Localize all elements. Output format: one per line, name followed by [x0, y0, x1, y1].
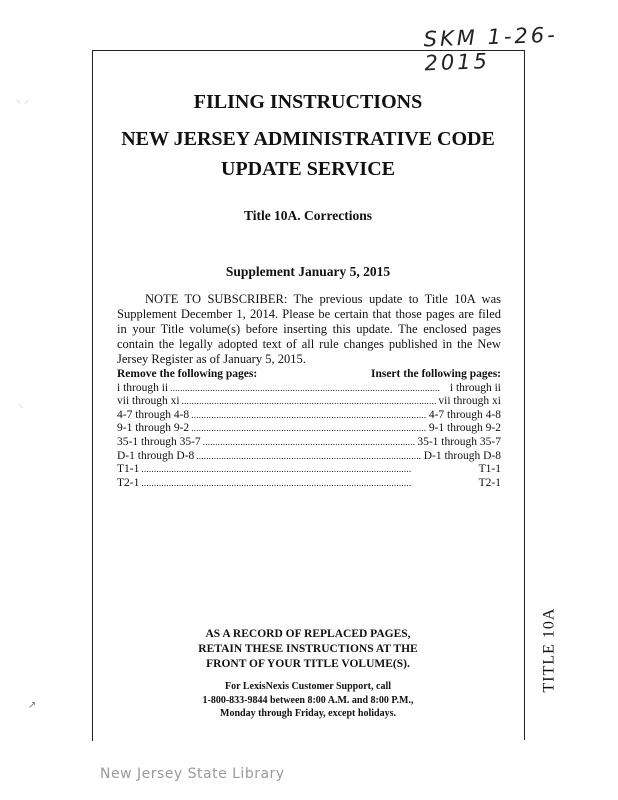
- remove-pages: vii through xi: [117, 395, 180, 408]
- record-line2: RETAIN THESE INSTRUCTIONS AT THE: [198, 643, 418, 655]
- insert-pages: 35-1 through 35-7: [417, 435, 501, 448]
- record-instructions: [92, 627, 524, 672]
- customer-support-info: [92, 680, 524, 721]
- remove-pages: T2-1: [117, 476, 140, 489]
- insert-pages: D-1 through D-8: [423, 449, 501, 462]
- remove-pages: T1-1: [117, 463, 140, 476]
- insert-pages: 9-1 through 9-2: [428, 422, 501, 435]
- supplement-date: Supplement January 5, 2015: [225, 264, 391, 279]
- pages-table-header: [117, 368, 501, 382]
- table-row: [117, 463, 501, 477]
- subscriber-note: [117, 292, 501, 367]
- dot-leader: [141, 477, 476, 491]
- title-tab-label: TITLE 10A: [540, 607, 558, 693]
- remove-header: Remove the following pages:: [117, 368, 258, 380]
- dot-leader: [196, 450, 421, 464]
- table-row: [117, 450, 501, 464]
- subscriber-note-text: NOTE TO SUBSCRIBER: The previous update to Title 10A was Supplement December 1, 2014. Please be certain that those pages are filed in your Title volume(s) before inserting this update. The enclosed pages contain the legally adopted text of all rule changes published in the New Jersey Register as of January 5, 2015.: [117, 292, 501, 366]
- remove-pages: D-1 through D-8: [117, 449, 195, 462]
- code-heading-line1: NEW JERSEY ADMINISTRATIVE CODE: [121, 128, 495, 150]
- insert-pages: i through ii: [449, 381, 501, 394]
- title-tab: [527, 602, 571, 698]
- table-row: [117, 477, 501, 491]
- library-stamp: New Jersey State Library: [100, 766, 285, 782]
- table-row: [117, 409, 501, 423]
- dot-leader: [203, 436, 416, 450]
- remove-pages: 4-7 through 4-8: [117, 408, 190, 421]
- record-line1: AS A RECORD OF REPLACED PAGES,: [205, 628, 411, 640]
- table-row: [117, 395, 501, 409]
- pages-table: [117, 368, 501, 490]
- table-row: [117, 382, 501, 396]
- title-name: Title 10A. Corrections: [243, 208, 373, 223]
- support-line1: For LexisNexis Customer Support, call: [224, 681, 391, 692]
- dot-leader: [191, 409, 427, 423]
- dot-leader: [191, 422, 427, 436]
- dot-leader: [141, 463, 476, 477]
- scan-mark: ⸜: [18, 399, 23, 410]
- remove-pages: 35-1 through 35-7: [117, 435, 201, 448]
- code-heading-line2: UPDATE SERVICE: [221, 158, 395, 180]
- insert-pages: vii through xi: [438, 395, 501, 408]
- table-row: [117, 422, 501, 436]
- table-row: [117, 436, 501, 450]
- scan-mark: ↗: [28, 700, 37, 711]
- scan-mark: ⸌ ⸍: [16, 99, 30, 110]
- remove-pages: i through ii: [117, 381, 169, 394]
- tab-divider-line: [524, 50, 525, 740]
- insert-pages: 4-7 through 4-8: [428, 408, 501, 421]
- dot-leader: [170, 382, 448, 396]
- filing-instructions-heading: FILING INSTRUCTIONS: [193, 91, 423, 113]
- insert-pages: T1-1: [478, 463, 501, 476]
- insert-header: Insert the following pages:: [370, 368, 501, 380]
- support-phone-hours: 1-800-833-9844 between 8:00 A.M. and 8:00 P.M.,: [202, 694, 414, 706]
- dot-leader: [182, 395, 437, 409]
- handwritten-note: SKM 1-26-2015: [423, 22, 559, 76]
- support-days: Monday through Friday, except holidays.: [220, 708, 396, 719]
- insert-pages: T2-1: [478, 476, 501, 489]
- record-line3: FRONT OF YOUR TITLE VOLUME(S).: [206, 658, 410, 670]
- remove-pages: 9-1 through 9-2: [117, 422, 190, 435]
